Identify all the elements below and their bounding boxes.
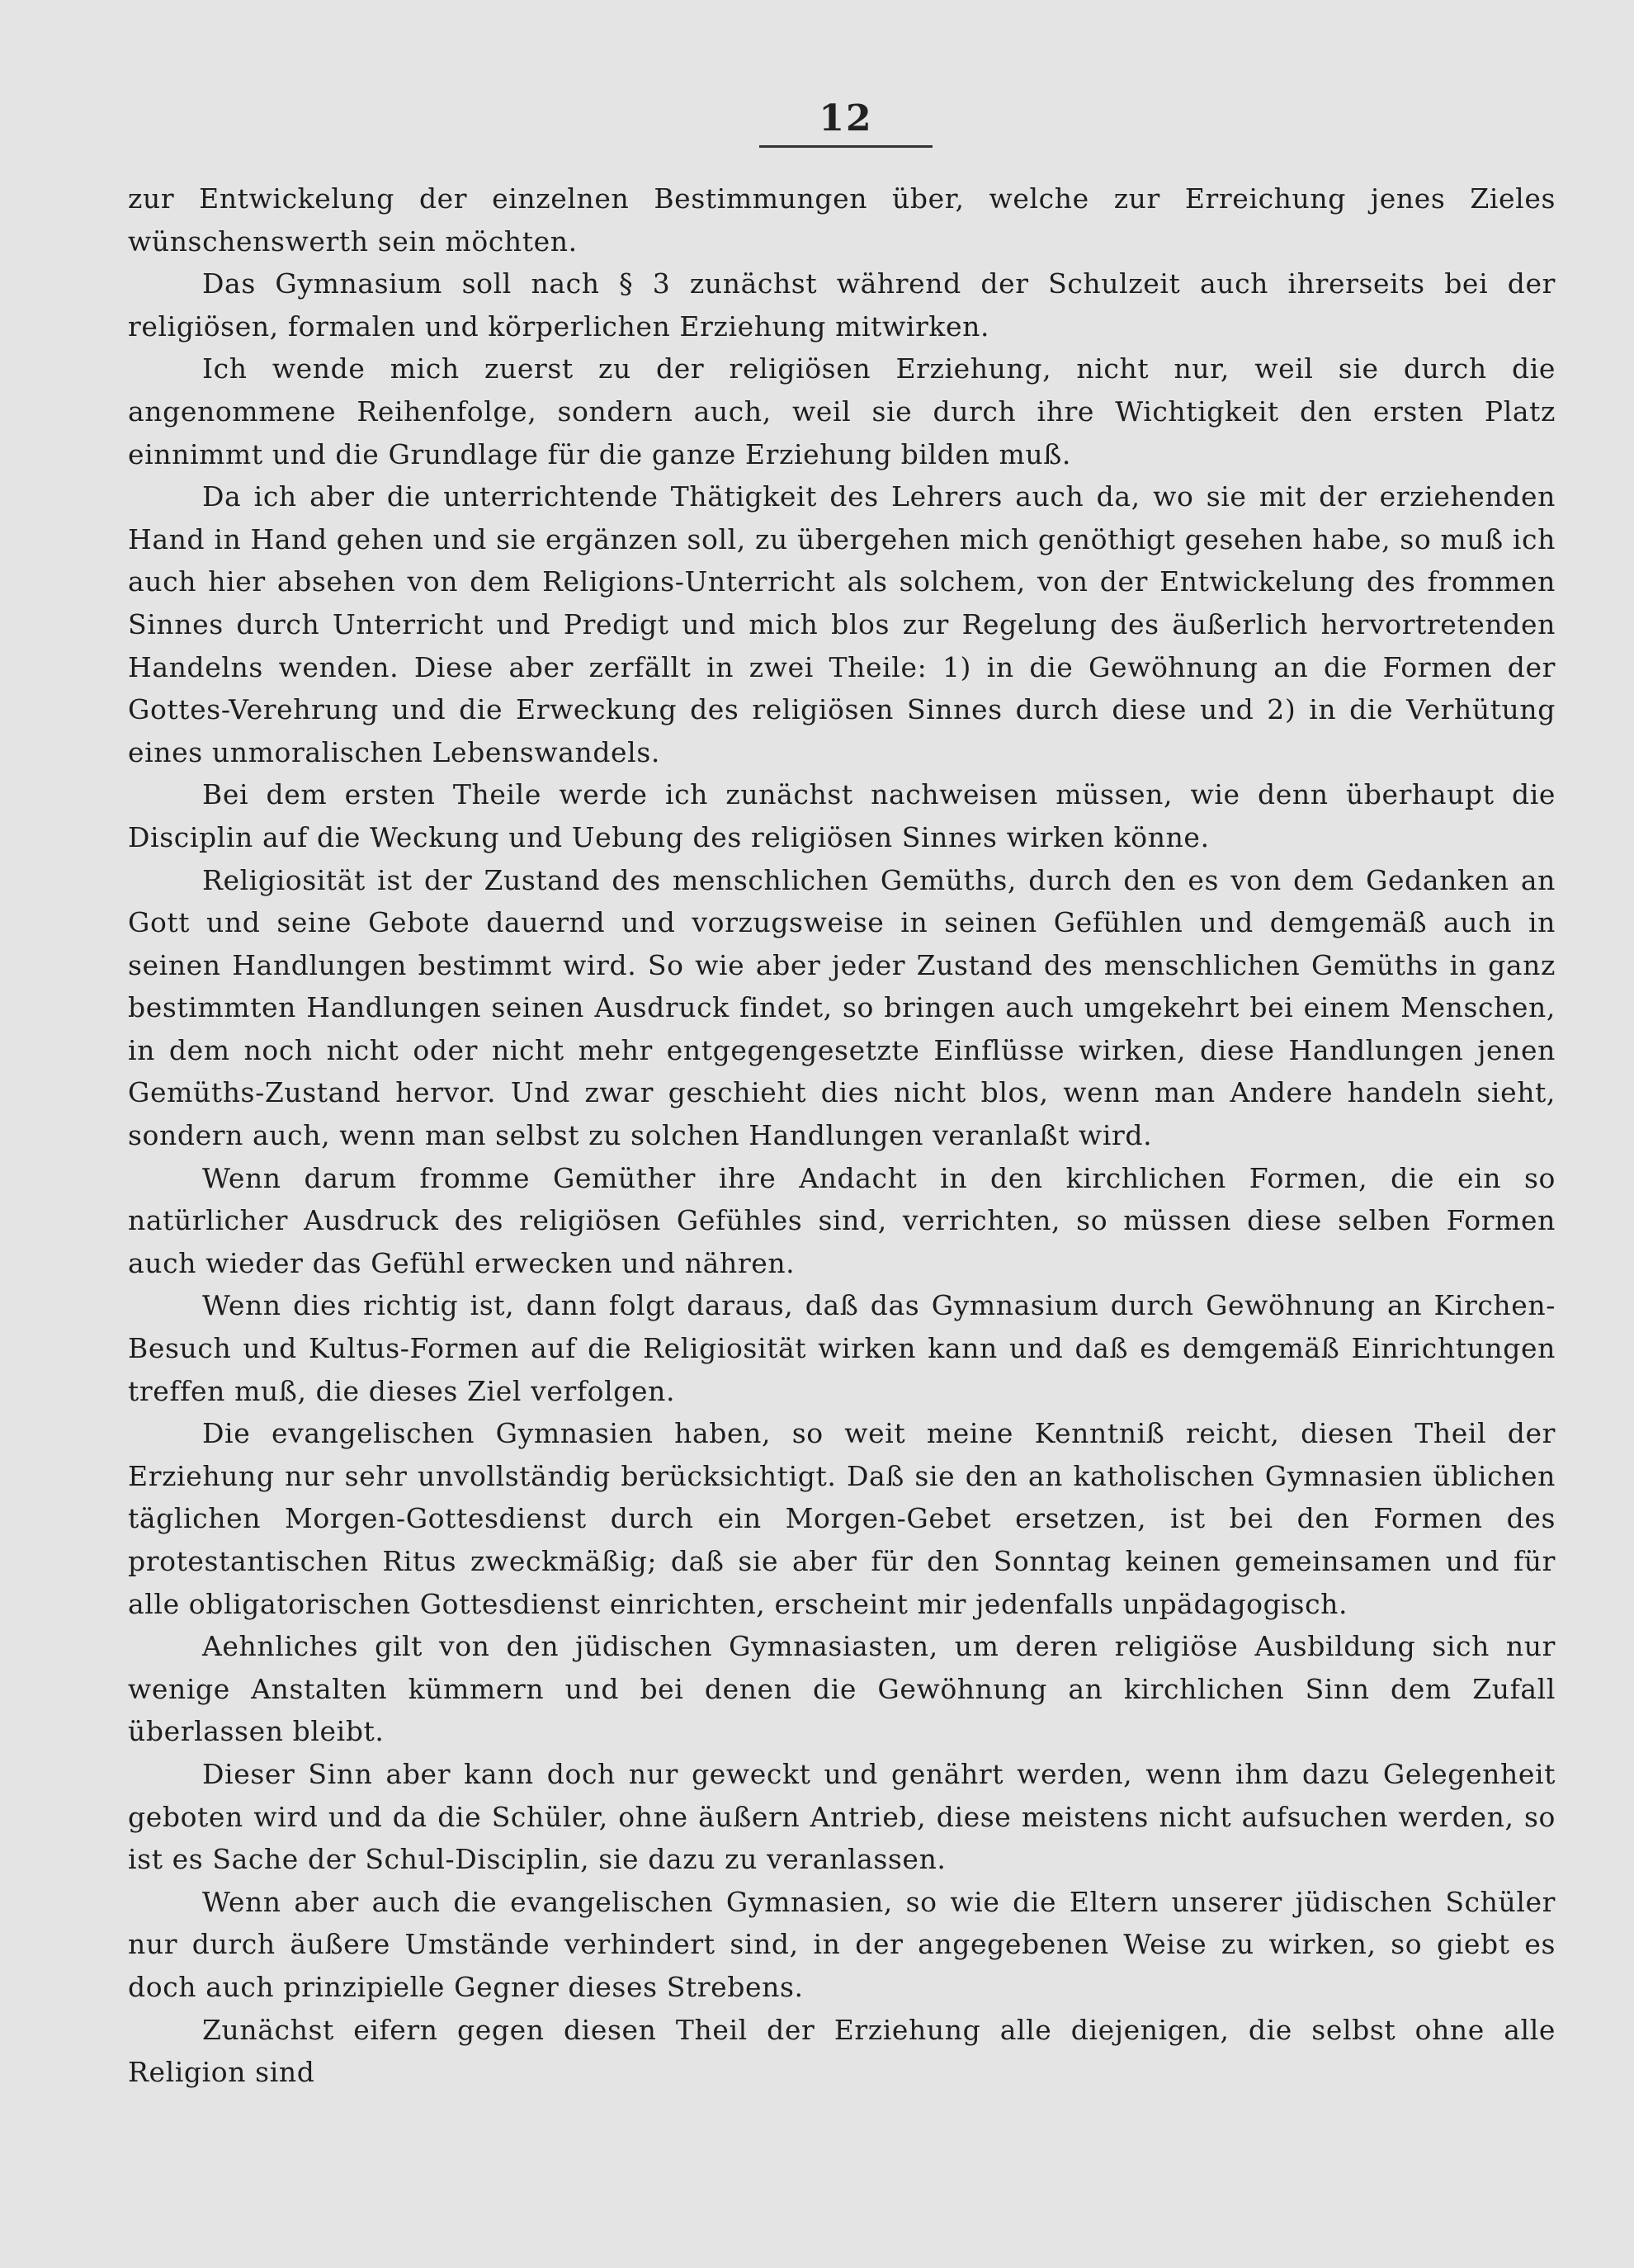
paragraph: Wenn darum fromme Gemüther ihre Andacht in den kirchlichen Formen, die ein so natürlicher Ausdruck des religiösen Gefühles sind, verrichten, so müssen diese selben Formen auch wieder das Gefühl erwecken und nähren. xyxy=(128,1161,1556,1279)
paragraph: Dieser Sinn aber kann doch nur geweckt und genährt werden, wenn ihm dazu Gelegenheit geboten wird und da die Schüler, ohne äußern Antrieb, diese meistens nicht aufsuchen werden, so ist es Sache der Schul-Disciplin, sie dazu zu veranlassen. xyxy=(128,1757,1556,1876)
paragraph: Das Gymnasium soll nach § 3 zunächst während der Schulzeit auch ihrerseits bei der religiösen, formalen und körperlichen Erziehung mitwirken. xyxy=(128,267,1556,343)
paragraph: Wenn dies richtig ist, dann folgt daraus, daß das Gymnasium durch Gewöhnung an Kirchen-Besuch und Kultus-Formen auf die Religiosität wirken kann und daß es demgemäß Einrichtungen treffen muß, die dieses Ziel verfolgen. xyxy=(128,1289,1556,1407)
body-text xyxy=(128,177,1556,2094)
paragraph: Ich wende mich zuerst zu der religiösen Erziehung, nicht nur, weil sie durch die angenommene Reihenfolge, sondern auch, weil sie durch ihre Wichtigkeit den ersten Platz einnimmt und die Grundlage für die ganze Erziehung bilden muß. xyxy=(128,352,1556,470)
paragraph: zur Entwickelung der einzelnen Bestimmungen über, welche zur Erreichung jenes Zieles wünschenswerth sein möchten. xyxy=(128,182,1556,258)
paragraph: Wenn aber auch die evangelischen Gymnasien, so wie die Eltern unserer jüdischen Schüler nur durch äußere Umstände verhindert sind, in der angegebenen Weise zu wirken, so giebt es doch auch prinzipielle Gegner dieses Strebens. xyxy=(128,1885,1556,2003)
paragraph: Zunächst eifern gegen diesen Theil der Erziehung alle diejenigen, die selbst ohne alle Religion sind xyxy=(128,2013,1556,2089)
paragraph: Da ich aber die unterrichtende Thätigkeit des Lehrers auch da, wo sie mit der erziehenden Hand in Hand gehen und sie ergänzen soll, zu übergehen mich genöthigt gesehen habe, so muß ich auch hier absehen von dem Religions-Unterricht als solchem, von der Entwickelung des frommen Sinnes durch Unterricht und Predigt und mich blos zur Regelung des äußerlich hervortretenden Handelns wenden. Diese aber zerfällt in zwei Theile: 1) in die Gewöhnung an die Formen der Gottes-Verehrung und die Erweckung des religiösen Sinnes durch diese und 2) in die Verhütung eines unmoralischen Lebenswandels. xyxy=(128,480,1556,768)
paragraph: Bei dem ersten Theile werde ich zunächst nachweisen müssen, wie denn überhaupt die Disciplin auf die Weckung und Uebung des religiösen Sinnes wirken könne. xyxy=(128,778,1556,853)
paragraph: Aehnliches gilt von den jüdischen Gymnasiasten, um deren religiöse Ausbildung sich nur wenige Anstalten kümmern und bei denen die Gewöhnung an kirchlichen Sinn dem Zufall überlassen bleibt. xyxy=(128,1630,1556,1748)
paragraph: Die evangelischen Gymnasien haben, so weit meine Kenntniß reicht, diesen Theil der Erziehung nur sehr unvollständig berücksichtigt. Daß sie den an katholischen Gymnasien üblichen täglichen Morgen-Gottesdienst durch ein Morgen-Gebet ersetzen, ist bei den Formen des protestantischen Ritus zweckmäßig; daß sie aber für den Sonntag keinen gemeinsamen und für alle obligatorischen Gottesdienst einrichten, erscheint mir jedenfalls unpädagogisch. xyxy=(128,1417,1556,1620)
page-number: 12 xyxy=(819,97,873,139)
page-number-rule xyxy=(759,145,933,148)
paragraph: Religiosität ist der Zustand des menschlichen Gemüths, durch den es von dem Gedanken an Gott und seine Gebote dauernd und vorzugsweise in seinen Gefühlen und demgemäß auch in seinen Handlungen bestimmt wird. So wie aber jeder Zustand des menschlichen Gemüths in ganz bestimmten Handlungen seinen Ausdruck findet, so bringen auch umgekehrt bei einem Menschen, in dem noch nicht oder nicht mehr entgegengesetzte Einflüsse wirken, diese Handlungen jenen Gemüths-Zustand hervor. Und zwar geschieht dies nicht blos, wenn man Andere handeln sieht, sondern auch, wenn man selbst zu solchen Handlungen veranlaßt wird. xyxy=(128,863,1556,1152)
